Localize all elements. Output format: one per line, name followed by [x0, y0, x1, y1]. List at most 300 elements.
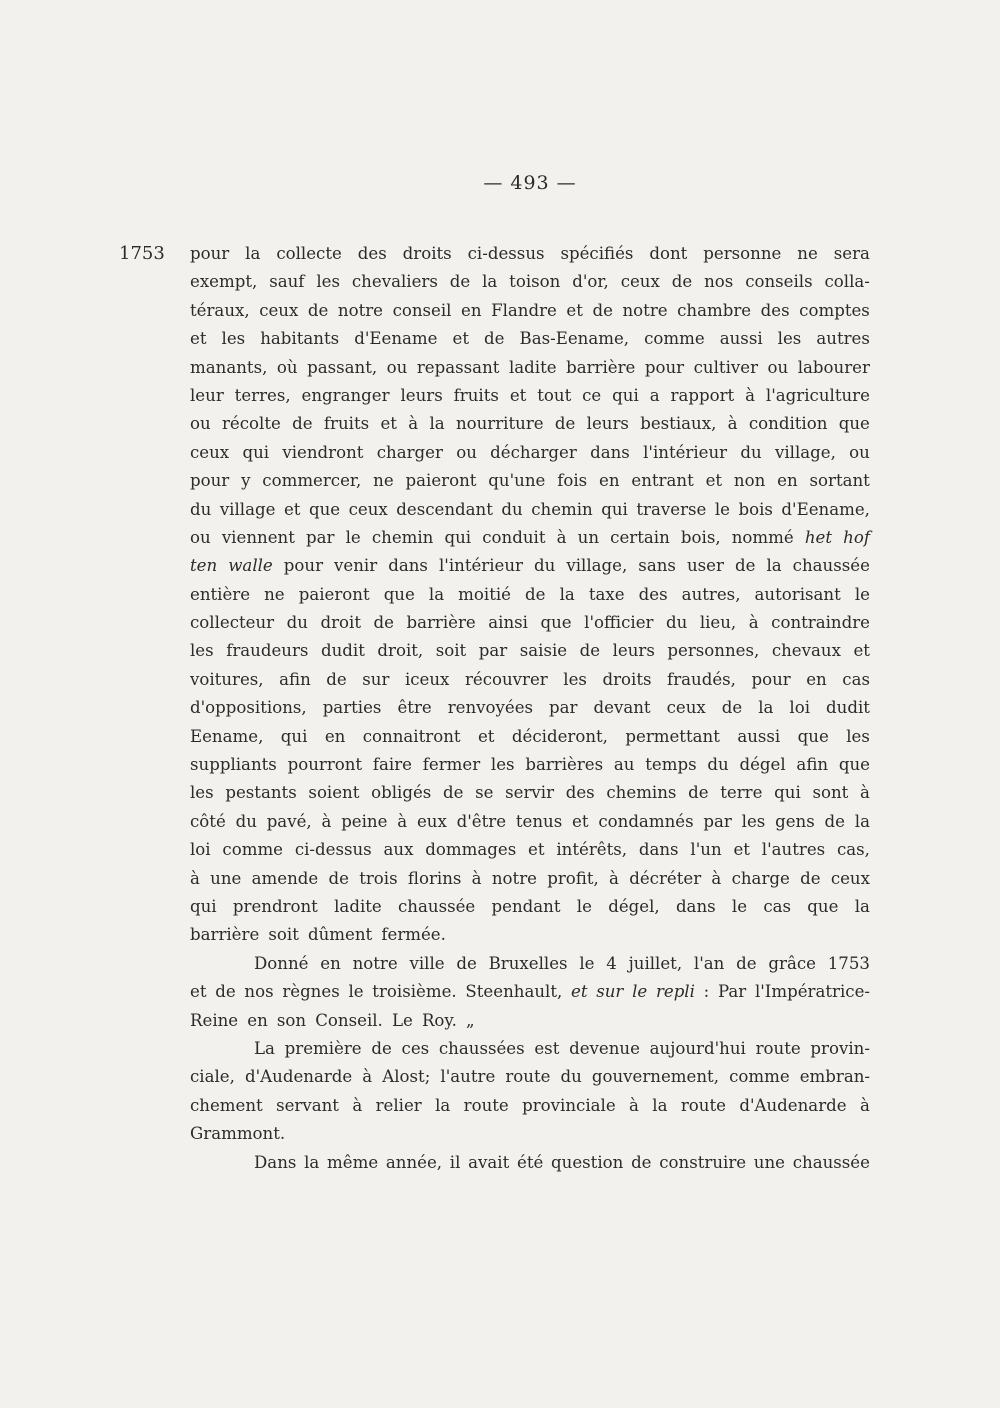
word: la	[559, 584, 575, 604]
word: Reine	[190, 1010, 239, 1030]
word: l'officier	[584, 613, 654, 633]
word: Roy.	[421, 1010, 457, 1030]
word: d'Audenarde	[244, 1067, 353, 1087]
word: suppliants	[190, 755, 277, 775]
word: l'agriculture	[765, 385, 870, 405]
text-line	[190, 1092, 870, 1120]
word: Bas-Eename,	[519, 329, 630, 349]
word: chevaux	[771, 641, 841, 661]
word: le	[345, 527, 361, 547]
word: ci-dessus	[294, 840, 372, 860]
word: collecte	[276, 244, 342, 263]
word: et	[380, 414, 397, 434]
word: repassant	[416, 357, 500, 377]
word: d'or,	[572, 272, 609, 292]
word: fruits	[453, 385, 499, 405]
word: devant	[593, 698, 651, 718]
word: 4	[606, 953, 617, 973]
word: saisie	[519, 641, 568, 661]
word: avait	[468, 1152, 510, 1172]
word: route	[680, 1095, 726, 1115]
word: à	[397, 811, 408, 831]
word: nos	[704, 272, 734, 292]
word: de	[631, 1152, 652, 1172]
word: comme	[729, 1067, 790, 1087]
word: grâce	[768, 953, 816, 973]
word: chevaliers	[351, 272, 438, 292]
word: walle	[228, 556, 273, 576]
word: de	[442, 783, 464, 803]
word: terre	[720, 783, 763, 803]
word: les	[777, 329, 802, 349]
word: dans	[388, 556, 428, 576]
word: barrière	[406, 613, 476, 633]
word: conseils	[745, 272, 813, 292]
word: notre	[622, 300, 668, 320]
word: Alost;	[382, 1067, 431, 1087]
word: dans	[590, 442, 630, 462]
word: qui	[190, 896, 217, 916]
word: dégel,	[608, 896, 660, 916]
word: à	[859, 1095, 870, 1115]
word: du	[740, 442, 762, 462]
word: par	[306, 527, 335, 547]
word: fermée.	[381, 925, 446, 945]
word: ci-dessus	[467, 244, 545, 263]
word: des	[638, 584, 668, 604]
word: pour	[190, 471, 230, 491]
word: par	[549, 698, 578, 718]
word: chement	[190, 1095, 263, 1115]
word: récouvrer	[464, 669, 548, 689]
word: pourront	[287, 755, 363, 775]
word: et	[190, 982, 207, 1002]
word: habitants	[260, 329, 340, 349]
word: provinciale	[522, 1095, 616, 1115]
word: faire	[372, 755, 412, 775]
word: profit,	[547, 868, 599, 888]
word: les	[846, 726, 870, 746]
word: d'Eename	[354, 329, 438, 349]
word: les	[741, 811, 766, 831]
word: de	[671, 272, 693, 292]
word: iceux	[404, 669, 450, 689]
word: à	[609, 868, 619, 888]
word: tout	[537, 385, 572, 405]
word: exempt,	[190, 272, 258, 292]
word: les	[190, 641, 214, 661]
word: embran-	[799, 1067, 870, 1087]
word: y	[241, 471, 251, 491]
word: et	[566, 300, 583, 320]
word: charger	[376, 442, 443, 462]
word: connaitront	[362, 726, 461, 746]
word: sur	[596, 982, 624, 1002]
word: du	[560, 1067, 582, 1087]
word: lieu,	[699, 613, 737, 633]
word: eux	[416, 811, 447, 831]
word: het	[804, 527, 833, 547]
word: ces	[401, 1038, 430, 1058]
word: notre	[337, 300, 384, 320]
word: comme	[644, 329, 705, 349]
word: du	[286, 613, 308, 633]
word: première	[284, 1038, 362, 1058]
word: 1753	[827, 953, 870, 973]
word: la	[652, 1095, 668, 1115]
word: qui	[774, 783, 801, 803]
word: route	[463, 1095, 509, 1115]
word: entrant	[631, 471, 694, 491]
text-line	[190, 836, 870, 864]
word: du	[707, 755, 729, 775]
word: barrières	[525, 755, 604, 775]
word: pour	[283, 556, 324, 576]
word: et	[477, 726, 495, 746]
word: renvoyées	[447, 698, 534, 718]
word: en	[806, 669, 827, 689]
word: à	[471, 868, 482, 888]
word: Dans	[254, 1152, 297, 1172]
word: chambre	[677, 300, 752, 320]
word: loi	[789, 698, 811, 718]
word: personne	[703, 244, 782, 263]
word: le	[576, 896, 592, 916]
word: taxe	[588, 584, 625, 604]
word: obligés	[371, 783, 432, 803]
word: de	[592, 300, 613, 320]
word: d'Audenarde	[739, 1095, 847, 1115]
word: décréter	[629, 868, 702, 888]
word: des	[357, 244, 387, 263]
word: manants,	[190, 357, 268, 377]
word: la	[854, 896, 870, 916]
word: que	[383, 584, 415, 604]
word: La	[254, 1038, 275, 1058]
text-line	[190, 410, 870, 438]
word: de	[326, 669, 347, 689]
word: ciale,	[190, 1067, 235, 1087]
word: amende	[251, 868, 319, 888]
word: ceux	[259, 300, 299, 320]
word: de	[736, 953, 757, 973]
word: sans	[638, 556, 676, 576]
text-line	[190, 637, 870, 665]
text-line	[190, 240, 870, 268]
word: barrière	[566, 357, 636, 377]
word: dans	[638, 840, 679, 860]
text-line	[190, 354, 870, 382]
word: personnes,	[667, 641, 760, 661]
word: soient	[308, 783, 360, 803]
word: user	[686, 556, 724, 576]
word: conseil	[392, 300, 452, 320]
word: condition	[748, 414, 828, 434]
word: colla-	[824, 272, 870, 292]
word: la	[428, 584, 445, 604]
word: de	[328, 868, 349, 888]
text-line	[190, 325, 870, 353]
word: ceux	[830, 868, 870, 888]
word: chemin	[531, 499, 593, 519]
word: gens	[775, 811, 815, 831]
word: été	[517, 1152, 544, 1172]
word: Le	[391, 1010, 413, 1030]
word: comme	[222, 840, 283, 860]
text-line	[190, 268, 870, 296]
word: et	[452, 329, 469, 349]
text-line	[190, 552, 870, 580]
word: qu'une	[488, 471, 546, 491]
word: autres,	[681, 584, 741, 604]
text-line	[190, 1120, 870, 1148]
word: de	[824, 811, 845, 831]
word: à	[629, 1095, 639, 1115]
word: une	[753, 1152, 785, 1172]
text-line	[190, 581, 870, 609]
word: cultiver	[693, 357, 759, 377]
word: ne	[373, 471, 394, 491]
text-line	[190, 439, 870, 467]
word: dudit	[826, 698, 870, 718]
word: voitures,	[190, 669, 264, 689]
word: charge	[731, 868, 790, 888]
word: le	[579, 953, 595, 973]
word: devenue	[569, 1038, 640, 1058]
word: pendant	[491, 896, 561, 916]
word: récolte	[221, 414, 281, 434]
word: du	[235, 811, 257, 831]
word: sauf	[269, 272, 305, 292]
word: construire	[659, 1152, 747, 1172]
word: fois	[557, 471, 588, 491]
word: rapport	[670, 385, 735, 405]
word: route	[755, 1038, 801, 1058]
word: en	[320, 953, 341, 973]
word: peine	[341, 811, 388, 831]
word: fermer	[422, 755, 481, 775]
text-line	[190, 524, 870, 552]
word: l'an	[693, 953, 725, 973]
word: de	[800, 868, 821, 888]
word: dégel	[739, 755, 786, 775]
word: fraudés,	[667, 669, 736, 689]
word: droits	[402, 244, 452, 263]
text-line	[190, 1149, 870, 1177]
text-line	[190, 1035, 870, 1063]
word: spécifiés	[560, 244, 634, 263]
word: que	[838, 755, 870, 775]
word: que	[308, 499, 341, 519]
word: ainsi	[488, 613, 528, 633]
word: que	[838, 414, 870, 434]
text-line	[190, 297, 870, 325]
word: servir	[505, 783, 555, 803]
word: bois,	[680, 527, 721, 547]
word: de	[734, 556, 756, 576]
word: tenus	[515, 811, 563, 831]
word: ou	[849, 442, 870, 462]
word: de	[688, 783, 709, 803]
body-text	[190, 240, 870, 1177]
word: toison	[509, 272, 561, 292]
word: que	[807, 896, 839, 916]
word: l'autres	[761, 840, 826, 860]
word: ce	[582, 385, 602, 405]
word: de	[484, 329, 505, 349]
word: ou	[767, 357, 789, 377]
word: labourer	[797, 357, 870, 377]
word: :	[703, 982, 710, 1002]
word: passant,	[307, 357, 378, 377]
word: terres,	[234, 385, 291, 405]
word: Flandre	[491, 300, 557, 320]
word: juillet,	[628, 953, 683, 973]
word: qui	[280, 726, 308, 746]
word: de	[554, 414, 576, 434]
word: l'intérieur	[438, 556, 523, 576]
word: qui	[444, 527, 472, 547]
word: les	[190, 783, 214, 803]
word: à	[748, 613, 759, 633]
word: ceux	[620, 272, 660, 292]
word: les	[221, 329, 246, 349]
word: pour	[751, 669, 791, 689]
word: que	[540, 613, 572, 633]
word: et	[283, 499, 301, 519]
word: Donné	[254, 953, 309, 973]
word: aussi	[719, 329, 763, 349]
word: fruits	[323, 414, 370, 434]
word: la	[429, 414, 445, 434]
word: viendront	[282, 442, 364, 462]
text-line	[190, 496, 870, 524]
word: de	[721, 698, 743, 718]
word: ou	[190, 414, 211, 434]
word: soit	[268, 925, 299, 945]
word: provin-	[810, 1038, 870, 1058]
word: et	[733, 840, 750, 860]
word: pestants	[225, 783, 297, 803]
word: temps	[645, 755, 697, 775]
word: ou	[456, 442, 477, 462]
word: Steenhault,	[465, 982, 563, 1002]
word: de	[307, 300, 329, 320]
word: notre	[352, 953, 398, 973]
word: même	[327, 1152, 379, 1172]
word: ladite	[508, 357, 557, 377]
word: moitié	[458, 584, 511, 604]
word: à	[727, 414, 738, 434]
word: troisième.	[372, 982, 457, 1002]
word: dudit	[320, 641, 365, 661]
word: dont	[649, 244, 688, 263]
word: sur	[362, 669, 390, 689]
word: droit,	[377, 641, 424, 661]
word: et	[509, 385, 527, 405]
word: se	[475, 783, 494, 803]
word: Eename,	[190, 726, 264, 746]
word: bois	[738, 499, 773, 519]
word: ne	[797, 244, 818, 263]
word: Par	[717, 982, 747, 1002]
word: ville	[409, 953, 445, 973]
word: florins	[407, 868, 462, 888]
word: du	[190, 499, 212, 519]
text-line	[190, 978, 870, 1006]
word: bestiaux,	[640, 414, 717, 434]
word: notre	[491, 868, 537, 888]
word: d'être	[456, 811, 507, 831]
word: et	[705, 471, 723, 491]
word: les	[490, 755, 515, 775]
word: permettant	[625, 726, 720, 746]
text-line	[190, 893, 870, 921]
word: l'intérieur	[643, 442, 728, 462]
word: parties	[322, 698, 382, 718]
word: téraux,	[190, 300, 250, 320]
word: loi	[190, 840, 211, 860]
word: „	[466, 1010, 475, 1030]
text-line	[190, 950, 870, 978]
word: l'autre	[440, 1067, 496, 1087]
word: décharger	[490, 442, 577, 462]
text-line	[190, 666, 870, 694]
word: de	[579, 641, 601, 661]
word: de	[292, 414, 313, 434]
page-number: — 493 —	[483, 172, 577, 194]
word: de	[371, 1038, 392, 1058]
word: en	[777, 471, 798, 491]
word: autorisant	[754, 584, 841, 604]
word: au	[613, 755, 635, 775]
word: à	[352, 1095, 363, 1115]
text-line	[190, 808, 870, 836]
word: cas,	[836, 840, 870, 860]
word: chemin	[371, 527, 434, 547]
text-line	[190, 751, 870, 779]
word: droits	[602, 669, 652, 689]
word: Grammont.	[190, 1124, 286, 1144]
word: les	[316, 272, 340, 292]
word: ceux	[190, 442, 230, 462]
word: la	[435, 1095, 451, 1115]
text-line	[190, 1063, 870, 1091]
word: village	[219, 499, 276, 519]
word: ten	[190, 556, 218, 576]
word: venir	[334, 556, 378, 576]
word: prendront	[232, 896, 318, 916]
margin-year: 1753	[119, 243, 165, 264]
word: la	[245, 244, 261, 263]
word: pour	[644, 357, 685, 377]
word: et	[190, 329, 207, 349]
word: où	[276, 357, 298, 377]
word: son	[276, 1010, 307, 1030]
word: nos	[244, 982, 274, 1002]
word: afin	[796, 755, 829, 775]
word: trois	[359, 868, 398, 888]
word: le	[714, 499, 730, 519]
word: des	[760, 300, 790, 320]
word: engranger	[301, 385, 390, 405]
word: village,	[774, 442, 836, 462]
word: le	[854, 584, 870, 604]
word: de	[215, 982, 236, 1002]
word: qui	[601, 499, 628, 519]
word: fraudeurs	[226, 641, 309, 661]
word: village,	[566, 556, 628, 576]
